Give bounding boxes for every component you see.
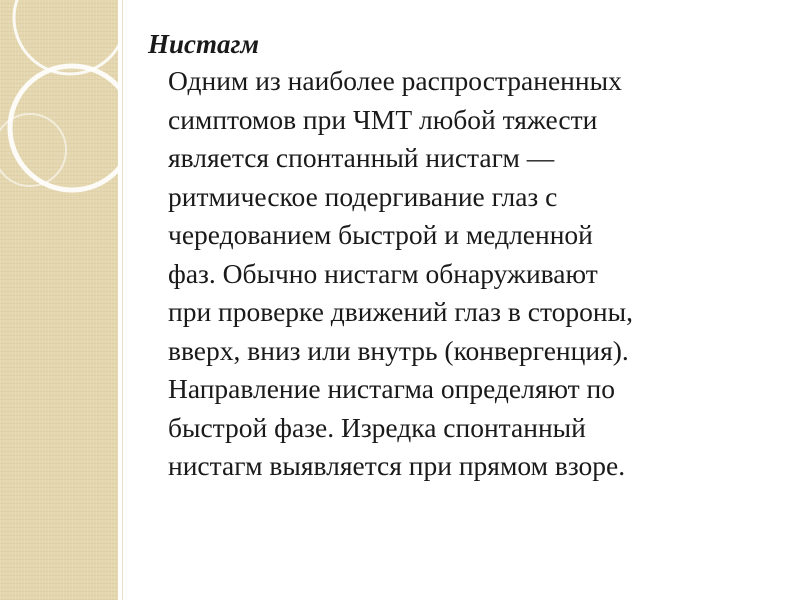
body-line: чередованием быстрой и медленной <box>168 219 593 250</box>
decorative-side-panel <box>0 0 118 600</box>
body-line: симптомов при ЧМТ любой тяжести <box>168 103 598 135</box>
body-line: является спонтанный нистагм — <box>168 142 555 173</box>
slide-title: Нистагм <box>148 29 259 59</box>
body-line: ритмическое подергивание глаз с <box>168 180 558 212</box>
body-line: нистагм выявляется при прямом взоре. <box>168 450 626 481</box>
panel-divider-shadow <box>122 0 123 600</box>
body-line: при проверке движений глаз в стороны, <box>168 296 633 327</box>
body-paragraph <box>168 62 788 486</box>
body-line: Одним из наиболее распространенных <box>168 65 622 96</box>
body-line: фаз. Обычно нистагм обнаруживают <box>168 257 598 289</box>
decorative-ring-large <box>10 66 118 190</box>
body-line: вверх, вниз или внутрь (конвергенция). <box>168 334 629 366</box>
decorative-ring-top <box>14 0 118 74</box>
body-line: быстрой фазе. Изредка спонтанный <box>168 411 586 443</box>
decorative-rings-graphic <box>0 0 118 600</box>
body-line: Направление нистагма определяют по <box>168 373 616 404</box>
slide-content <box>148 26 788 486</box>
